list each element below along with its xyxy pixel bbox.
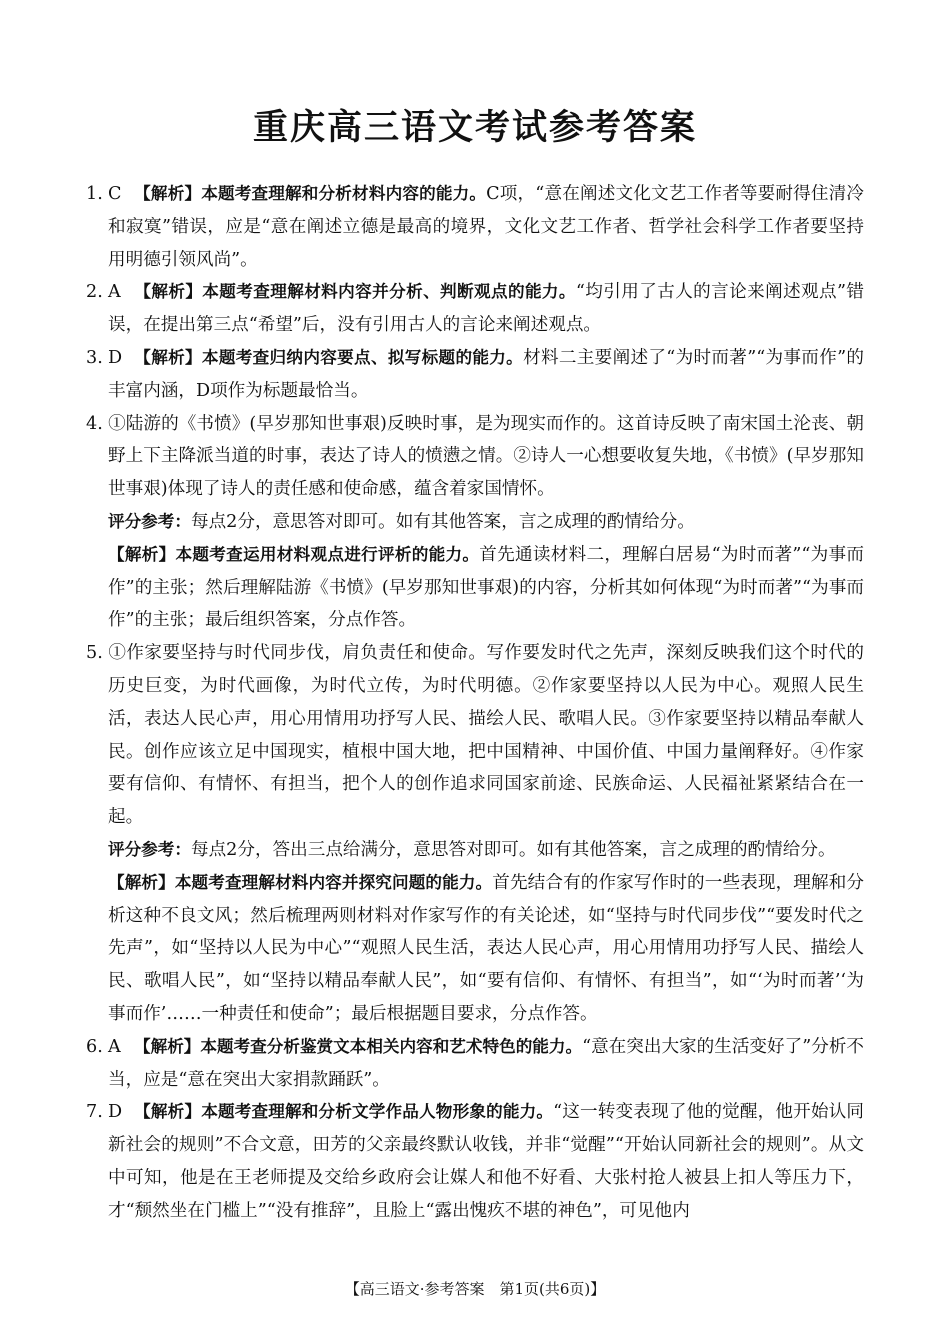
item-answer: D xyxy=(108,347,123,368)
answer-text: ①作家要坚持与时代同步伐，肩负责任和使命。写作要发时代之先声，深刻反映我们这个时代的历史巨变，为时代画像，为时代立传，为时代明德。②作家要坚持以人民为中心。观照人民生活，表达人民心声，用心用情用功抒写人民、描绘人民、歌唱人民。③作家要坚持以精品奉献人民。创作应该立足中国现实，植根中国大地，把中国精神、中国价值、中国力量阐释好。④作家要有信仰、有情怀、有担当，把个人的创作追求同国家前途、民族命运、人民福祉紧紧结合在一起。 xyxy=(108,643,864,828)
answer-item-7 xyxy=(86,1096,864,1227)
analysis-note xyxy=(86,539,864,637)
item-answer: C xyxy=(108,184,122,204)
item-number: 6. xyxy=(86,1036,103,1057)
scoring-text: 每点2分，答出三点给满分，意思答对即可。如有其他答案，言之成理的酌情给分。 xyxy=(190,839,836,860)
analysis-text: 材料二主要阐述了“为时而著”“为事而作”的丰富内涵，D项作为标题最恰当。 xyxy=(108,347,864,401)
answer-item-4 xyxy=(86,408,864,506)
analysis-text: “均引用了古人的言论来阐述观点”错误，在提出第三点“希望”后，没有引用古人的言论来阐述观点。 xyxy=(108,282,865,336)
analysis-label: 【解析】本题考查理解材料内容并分析、判断观点的能力。 xyxy=(134,282,576,302)
scoring-label: 评分参考： xyxy=(108,839,191,859)
answer-list xyxy=(86,178,864,1228)
analysis-text: C项，“意在阐述文化文艺工作者等要耐得住清冷和寂寞”错误，应是“意在阐述立德是最高的境界，文化文艺工作者、哲学社会科学工作者要坚持用明德引领风尚”。 xyxy=(108,184,864,270)
analysis-text: “这一转变表现了他的觉醒，他开始认同新社会的规则”不合文意，田芳的父亲最终默认收钱，并非“觉醒”“开始认同新社会的规则”。从文中可知，他是在王老师提及交给乡政府会让媒人和他不好看、大张村抢人被县上扣人等压力下，才“颓然坐在门槛上”“没有推辞”，且脸上“露出愧疚不堪的神色”，可见他内 xyxy=(108,1102,865,1221)
item-number: 2. xyxy=(86,282,103,303)
analysis-text: 首先结合有的作家写作时的一些表现，理解和分析这种不良文风；然后梳理两则材料对作家写作的有关论述，如“坚持与时代同步伐”“要发时代之先声”，如“坚持以人民为中心”“观照人民生活，表达人民心声，用心用情用功抒写人民、描绘人民、歌唱人民”，如“坚持以精品奉献人民”，如“要有信仰、有情怀、有担当”，如“‘为时而著’‘为事而作’……一种责任和使命”；最后根据题目要求，分点作答。 xyxy=(108,872,864,1024)
item-number: 1. xyxy=(86,184,103,204)
answer-text: ①陆游的《书愤》(早岁那知世事艰)反映时事，是为现实而作的。这首诗反映了南宋国土沦丧、朝野上下主降派当道的时事，表达了诗人的愤懑之情。②诗人一心想要收复失地，《书愤》(早岁那知世事艰)体现了诗人的责任感和使命感，蕴含着家国情怀。 xyxy=(108,413,864,500)
analysis-label: 【解析】本题考查理解和分析文学作品人物形象的能力。 xyxy=(134,1102,554,1122)
analysis-text: 首先通读材料二，理解白居易“为时而著”“为事而作”的主张；然后理解陆游《书愤》(早岁那知世事艰)的内容，分析其如何体现“为时而著”“为事而作”的主张；最后组织答案，分点作答。 xyxy=(108,544,864,631)
item-number: 4. xyxy=(86,413,103,434)
answer-item-5 xyxy=(86,637,864,834)
analysis-note xyxy=(86,867,864,1031)
item-answer: D xyxy=(108,1102,123,1123)
scoring-note xyxy=(86,834,864,867)
item-number: 3. xyxy=(86,347,103,368)
scoring-label: 评分参考： xyxy=(108,511,191,531)
answer-item-3 xyxy=(86,342,864,408)
answer-item-6 xyxy=(86,1031,864,1097)
answer-item-2 xyxy=(86,276,864,342)
analysis-label: 【解析】本题考查分析鉴赏文本相关内容和艺术特色的能力。 xyxy=(134,1036,583,1056)
answer-item-1 xyxy=(86,178,864,276)
analysis-label: 【解析】本题考查理解材料内容并探究问题的能力。 xyxy=(108,872,493,892)
analysis-text: “意在突出大家的生活变好了”分析不当，应是“意在突出大家捐款踊跃”。 xyxy=(108,1036,864,1090)
scoring-note xyxy=(86,506,864,539)
analysis-label: 【解析】本题考查运用材料观点进行评析的能力。 xyxy=(108,544,480,564)
analysis-label: 【解析】本题考查归纳内容要点、拟写标题的能力。 xyxy=(134,347,524,367)
item-number: 7. xyxy=(86,1102,103,1123)
item-answer: A xyxy=(108,282,121,303)
item-answer: A xyxy=(108,1036,121,1057)
scoring-text: 每点2分，意思答对即可。如有其他答案，言之成理的酌情给分。 xyxy=(190,511,695,532)
analysis-label: 【解析】本题考查理解和分析材料内容的能力。 xyxy=(134,184,487,203)
item-number: 5. xyxy=(86,643,103,664)
page-title: 重庆高三语文考试参考答案 xyxy=(252,108,697,148)
page-footer: 【高三语文·参考答案 第1页(共6页)】 xyxy=(344,1280,606,1298)
